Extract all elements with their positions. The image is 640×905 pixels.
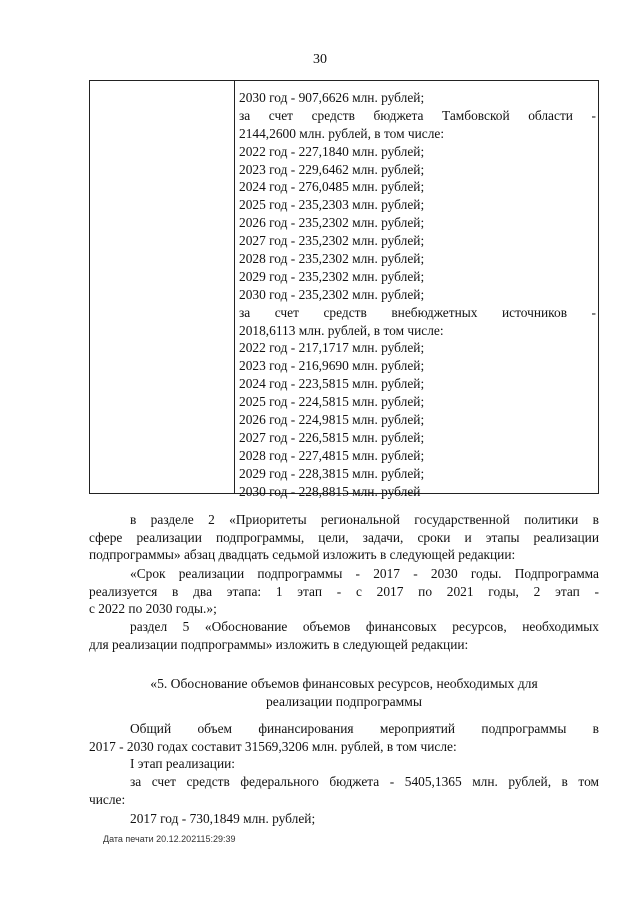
table-line: 2024 год - 276,0485 млн. рублей; xyxy=(239,179,425,195)
paragraph-stage xyxy=(89,755,599,773)
table-line: 2024 год - 223,5815 млн. рублей; xyxy=(239,376,425,392)
text-line: 2017 - 2030 годах составит 31569,3206 млн. рублей, в том числе: xyxy=(89,738,457,754)
table-line: за счет средств внебюджетных источников - xyxy=(239,304,596,320)
table-line: 2023 год - 216,9690 млн. рублей; xyxy=(239,358,425,374)
text-line: реализуется в два этапа: 1 этап - с 2017 по 2021 годы, 2 этап - xyxy=(89,583,599,599)
table-line: 2022 год - 217,1717 млн. рублей; xyxy=(239,340,425,356)
table-line: 2027 год - 226,5815 млн. рублей; xyxy=(239,429,425,445)
table-line: 2030 год - 228,8815 млн. рублей xyxy=(239,483,421,499)
table-line: 2027 год - 235,2302 млн. рублей; xyxy=(239,233,425,249)
text-line: числе: xyxy=(89,791,126,807)
table-line: 2144,2600 млн. рублей, в том числе: xyxy=(239,125,445,141)
table-line: 2025 год - 224,5815 млн. рублей; xyxy=(239,394,425,410)
heading-line: реализации подпрограммы xyxy=(265,694,423,709)
table-right-cell xyxy=(235,81,598,499)
section-heading xyxy=(89,675,599,711)
table-line: 2026 год - 224,9815 млн. рублей; xyxy=(239,412,425,428)
text-line: 2017 год - 730,1849 млн. рублей; xyxy=(130,811,316,826)
table-line: 2018,6113 млн. рублей, в том числе: xyxy=(239,322,444,338)
page-number: 30 xyxy=(313,52,327,67)
paragraph-federal-budget xyxy=(89,773,599,808)
text-line: подпрограммы» абзац двадцать седьмой изложить в следующей редакции: xyxy=(89,547,516,562)
table-line: 2029 год - 228,3815 млн. рублей; xyxy=(239,465,425,481)
table-line: 2023 год - 229,6462 млн. рублей; xyxy=(239,161,425,177)
text-line: «Срок реализации подпрограммы - 2017 - 2030 годы. Подпрограмма xyxy=(130,566,599,581)
paragraph-total-funding xyxy=(89,720,599,755)
table-line: 2028 год - 227,4815 млн. рублей; xyxy=(239,447,425,463)
passport-table xyxy=(89,80,599,499)
text-line: за счет средств федерального бюджета - 5405,1365 млн. рублей, в том xyxy=(130,774,599,789)
text-line: сфере реализации подпрограммы, цели, задачи, сроки и этапы реализации xyxy=(89,529,599,545)
text-line: для реализации подпрограммы» изложить в следующей редакции: xyxy=(89,636,469,652)
text-line: Общий объем финансирования мероприятий подпрограммы в xyxy=(130,721,599,736)
paragraph-section-2-change xyxy=(89,511,599,564)
table-line: 2022 год - 227,1840 млн. рублей; xyxy=(239,143,425,159)
table-line: 2025 год - 235,2303 млн. рублей; xyxy=(239,197,425,213)
table-line: 2029 год - 235,2302 млн. рублей; xyxy=(239,268,425,284)
paragraph-year-2017 xyxy=(89,810,599,828)
text-line: с 2022 по 2030 годы.»; xyxy=(89,601,217,616)
table-line: за счет средств бюджета Тамбовской области - xyxy=(239,107,596,123)
text-line: раздел 5 «Обоснование объемов финансовых ресурсов, необходимых xyxy=(130,619,599,634)
paragraph-term-quote xyxy=(89,565,599,618)
paragraph-section-5-change xyxy=(89,618,599,653)
text-line: в разделе 2 «Приоритеты региональной государственной политики в xyxy=(130,512,599,527)
print-date-footer: Дата печати 20.12.202115:29:39 xyxy=(103,834,236,844)
heading-line: «5. Обоснование объемов финансовых ресурсов, необходимых для xyxy=(150,676,538,691)
table-line: 2026 год - 235,2302 млн. рублей; xyxy=(239,215,425,231)
table-line: 2030 год - 235,2302 млн. рублей; xyxy=(239,286,425,302)
table-left-cell xyxy=(90,81,235,493)
table-line: 2028 год - 235,2302 млн. рублей; xyxy=(239,251,425,267)
text-line: I этап реализации: xyxy=(130,756,236,771)
table-line: 2030 год - 907,6626 млн. рублей; xyxy=(239,90,425,105)
